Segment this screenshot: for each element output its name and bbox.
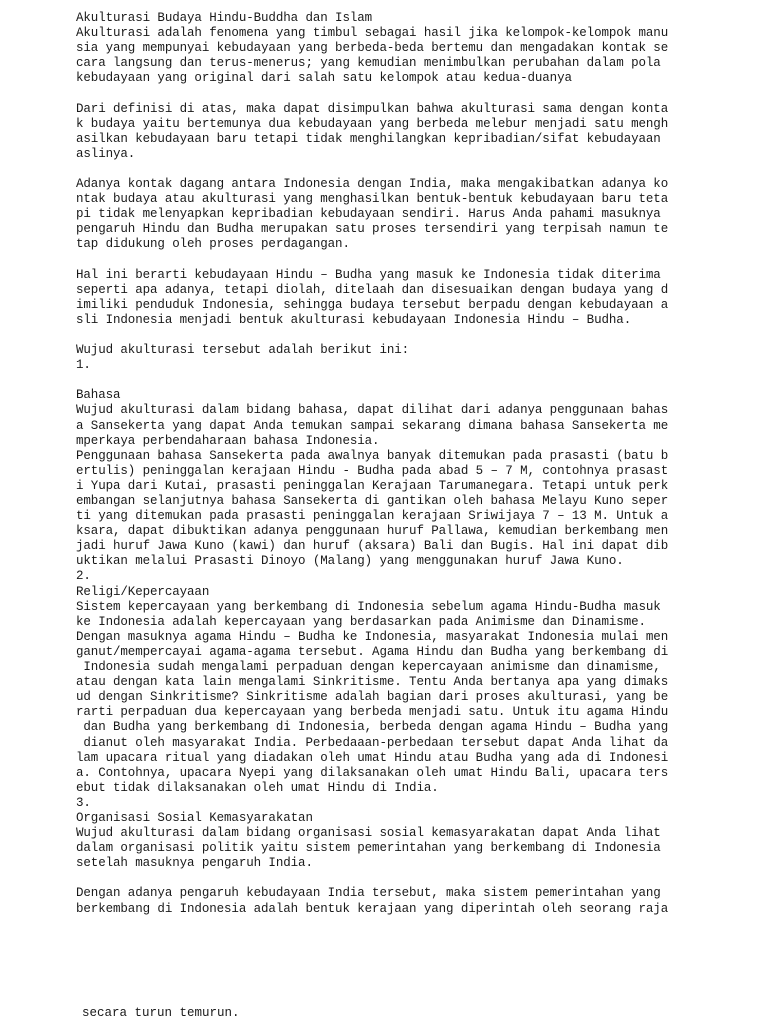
paragraph-line: atau dengan kata lain mengalami Sinkritisme. Tentu Anda bertanya apa yang dimaks xyxy=(76,675,669,690)
paragraph-line: embangan selanjutnya bahasa Sansekerta di gantikan oleh bahasa Melayu Kuno seper xyxy=(76,494,669,508)
item-number: 1. xyxy=(76,358,91,373)
paragraph-line: imiliki penduduk Indonesia, sehingga budaya tersebut berpadu dengan kebudayaan a xyxy=(76,297,669,312)
paragraph-line: kebudayaan yang original dari salah satu kelompok atau kedua-duanya xyxy=(76,71,572,86)
paragraph-line: Dari definisi di atas, maka dapat disimpulkan bahwa akulturasi sama dengan konta xyxy=(76,101,669,116)
paragraph-line: rarti perpaduan dua kepercayaan yang berbeda menjadi satu. Untuk itu agama Hindu xyxy=(76,705,669,720)
hindu-budha-paragraph xyxy=(76,268,756,328)
paragraph-line: k budaya yaitu bertemunya dua kebudayaan yang berbeda melebur menjadi satu mengh xyxy=(76,116,669,131)
document-page xyxy=(76,11,756,917)
section-heading-bahasa: Bahasa xyxy=(76,388,121,403)
spacer xyxy=(76,86,756,101)
paragraph-line: seperti apa adanya, tetapi diolah, ditelaah dan disesuaikan dengan budaya yang d xyxy=(76,282,669,297)
paragraph-line: ebut tidak dilaksanakan oleh umat Hindu di India. xyxy=(76,780,439,795)
paragraph-line: Hal ini berarti kebudayaan Hindu – Budha yang masuk ke Indonesia tidak diterima xyxy=(76,267,661,282)
definition-paragraph xyxy=(76,102,756,162)
paragraph-line: ertulis) peninggalan kerajaan Hindu - Budha pada abad 5 – 7 M, contohnya prasast xyxy=(76,463,669,478)
paragraph-line: tap didukung oleh proses perdagangan. xyxy=(76,237,350,252)
paragraph-line: ke Indonesia adalah kepercayaan yang berdasarkan pada Animisme dan Dinamisme. xyxy=(76,614,646,629)
spacer xyxy=(76,253,756,268)
paragraph-line: jadi huruf Jawa Kuno (kawi) dan huruf (aksara) Bali dan Bugis. Hal ini dapat dib xyxy=(76,539,669,554)
spacer xyxy=(76,373,756,388)
paragraph-line: Adanya kontak dagang antara Indonesia dengan India, maka mengakibatkan adanya ko xyxy=(76,177,669,192)
government-paragraph xyxy=(76,886,756,916)
paragraph-line: setelah masuknya pengaruh India. xyxy=(76,856,313,871)
bahasa-section xyxy=(76,403,756,569)
paragraph-line: berkembang di Indonesia adalah bentuk kerajaan yang diperintah oleh seorang raja xyxy=(76,901,669,916)
section-heading-religi: Religi/Kepercayaan xyxy=(76,584,210,599)
paragraph-line: ti yang ditemukan pada prasasti peninggalan kerajaan Sriwijaya 7 – 13 M. Untuk a xyxy=(76,509,669,524)
paragraph-line: dianut oleh masyarakat India. Perbedaaan-perbedaan tersebut dapat Anda lihat da xyxy=(76,735,669,750)
paragraph-line: ksara, dapat dibuktikan adanya penggunaan huruf Pallawa, kemudian berkembang men xyxy=(76,524,669,539)
paragraph-line: ganut/mempercayai agama-agama tersebut. Agama Hindu dan Budha yang berkembang di xyxy=(76,644,669,659)
paragraph-line: lam upacara ritual yang diadakan oleh umat Hindu atau Budha yang ada di Indonesi xyxy=(76,750,669,765)
spacer xyxy=(76,328,756,343)
paragraph-line: Akulturasi adalah fenomena yang timbul sebagai hasil jika kelompok-kelompok manu xyxy=(76,26,669,41)
paragraph-line: Indonesia sudah mengalami perpaduan dengan kepercayaan animisme dan dinamisme, xyxy=(76,660,661,675)
paragraph-line: pi tidak melenyapkan kepribadian kebudayaan sendiri. Harus Anda pahami masuknya xyxy=(76,207,661,222)
spacer xyxy=(76,162,756,177)
paragraph-line: cara langsung dan terus-menerus; yang kemudian menimbulkan perubahan dalam pola xyxy=(76,56,661,71)
paragraph-line: Wujud akulturasi dalam bidang organisasi sosial kemasyarakatan dapat Anda lihat xyxy=(76,826,661,841)
paragraph-line: a. Contohnya, upacara Nyepi yang dilaksanakan oleh umat Hindu Bali, upacara ters xyxy=(76,765,669,780)
organisasi-section xyxy=(76,826,756,871)
wujud-intro: Wujud akulturasi tersebut adalah berikut ini: xyxy=(76,343,410,358)
trade-contact-paragraph xyxy=(76,177,756,252)
paragraph-line: i Yupa dari Kutai, prasasti peninggalan Kerajaan Tarumanegara. Tetapi untuk perk xyxy=(76,478,669,493)
item-number: 3. xyxy=(76,795,91,810)
religi-section xyxy=(76,600,756,796)
paragraph-line: sli Indonesia menjadi bentuk akulturasi kebudayaan Indonesia Hindu – Budha. xyxy=(76,312,632,327)
item-number: 2. xyxy=(76,569,91,584)
section-heading-organisasi: Organisasi Sosial Kemasyarakatan xyxy=(76,810,313,825)
paragraph-line: aslinya. xyxy=(76,146,136,161)
paragraph-line: ud dengan Sinkritisme? Sinkritisme adalah bagian dari proses akulturasi, yang be xyxy=(76,690,669,705)
paragraph-line: pengaruh Hindu dan Budha merupakan satu proses tersendiri yang terpisah namun te xyxy=(76,222,669,237)
spacer xyxy=(76,871,756,886)
paragraph-line: ntak budaya atau akulturasi yang menghasilkan bentuk-bentuk kebudayaan baru teta xyxy=(76,192,669,207)
paragraph-line: Sistem kepercayaan yang berkembang di Indonesia sebelum agama Hindu-Budha masuk xyxy=(76,599,661,614)
paragraph-line: Penggunaan bahasa Sansekerta pada awalnya banyak ditemukan pada prasasti (batu b xyxy=(76,448,669,463)
paragraph-line: Dengan masuknya agama Hindu – Budha ke Indonesia, masyarakat Indonesia mulai men xyxy=(76,629,669,644)
paragraph-line: Dengan adanya pengaruh kebudayaan India tersebut, maka sistem pemerintahan yang xyxy=(76,886,661,901)
paragraph-line: mperkaya perbendaharaan bahasa Indonesia. xyxy=(76,433,380,448)
paragraph-line: dan Budha yang berkembang di Indonesia, berbeda dengan agama Hindu – Budha yang xyxy=(76,720,669,735)
paragraph-line: dalam organisasi politik yaitu sistem pemerintahan yang berkembang di Indonesia xyxy=(76,841,661,856)
page-continuation-line: secara turun temurun. xyxy=(82,1006,240,1020)
paragraph-line: a Sansekerta yang dapat Anda temukan sampai sekarang dimana bahasa Sansekerta me xyxy=(76,418,669,433)
paragraph-line: uktikan melalui Prasasti Dinoyo (Malang) yang menggunakan huruf Jawa Kuno. xyxy=(76,554,624,569)
document-title: Akulturasi Budaya Hindu-Buddha dan Islam xyxy=(76,11,373,25)
paragraph-line: asilkan kebudayaan baru tetapi tidak menghilangkan kepribadian/sifat kebudayaan xyxy=(76,131,661,146)
intro-paragraph xyxy=(76,26,756,86)
paragraph-line: Wujud akulturasi dalam bidang bahasa, dapat dilihat dari adanya penggunaan bahas xyxy=(76,403,669,418)
paragraph-line: sia yang mempunyai kebudayaan yang berbeda-beda bertemu dan mengadakan kontak se xyxy=(76,41,669,56)
